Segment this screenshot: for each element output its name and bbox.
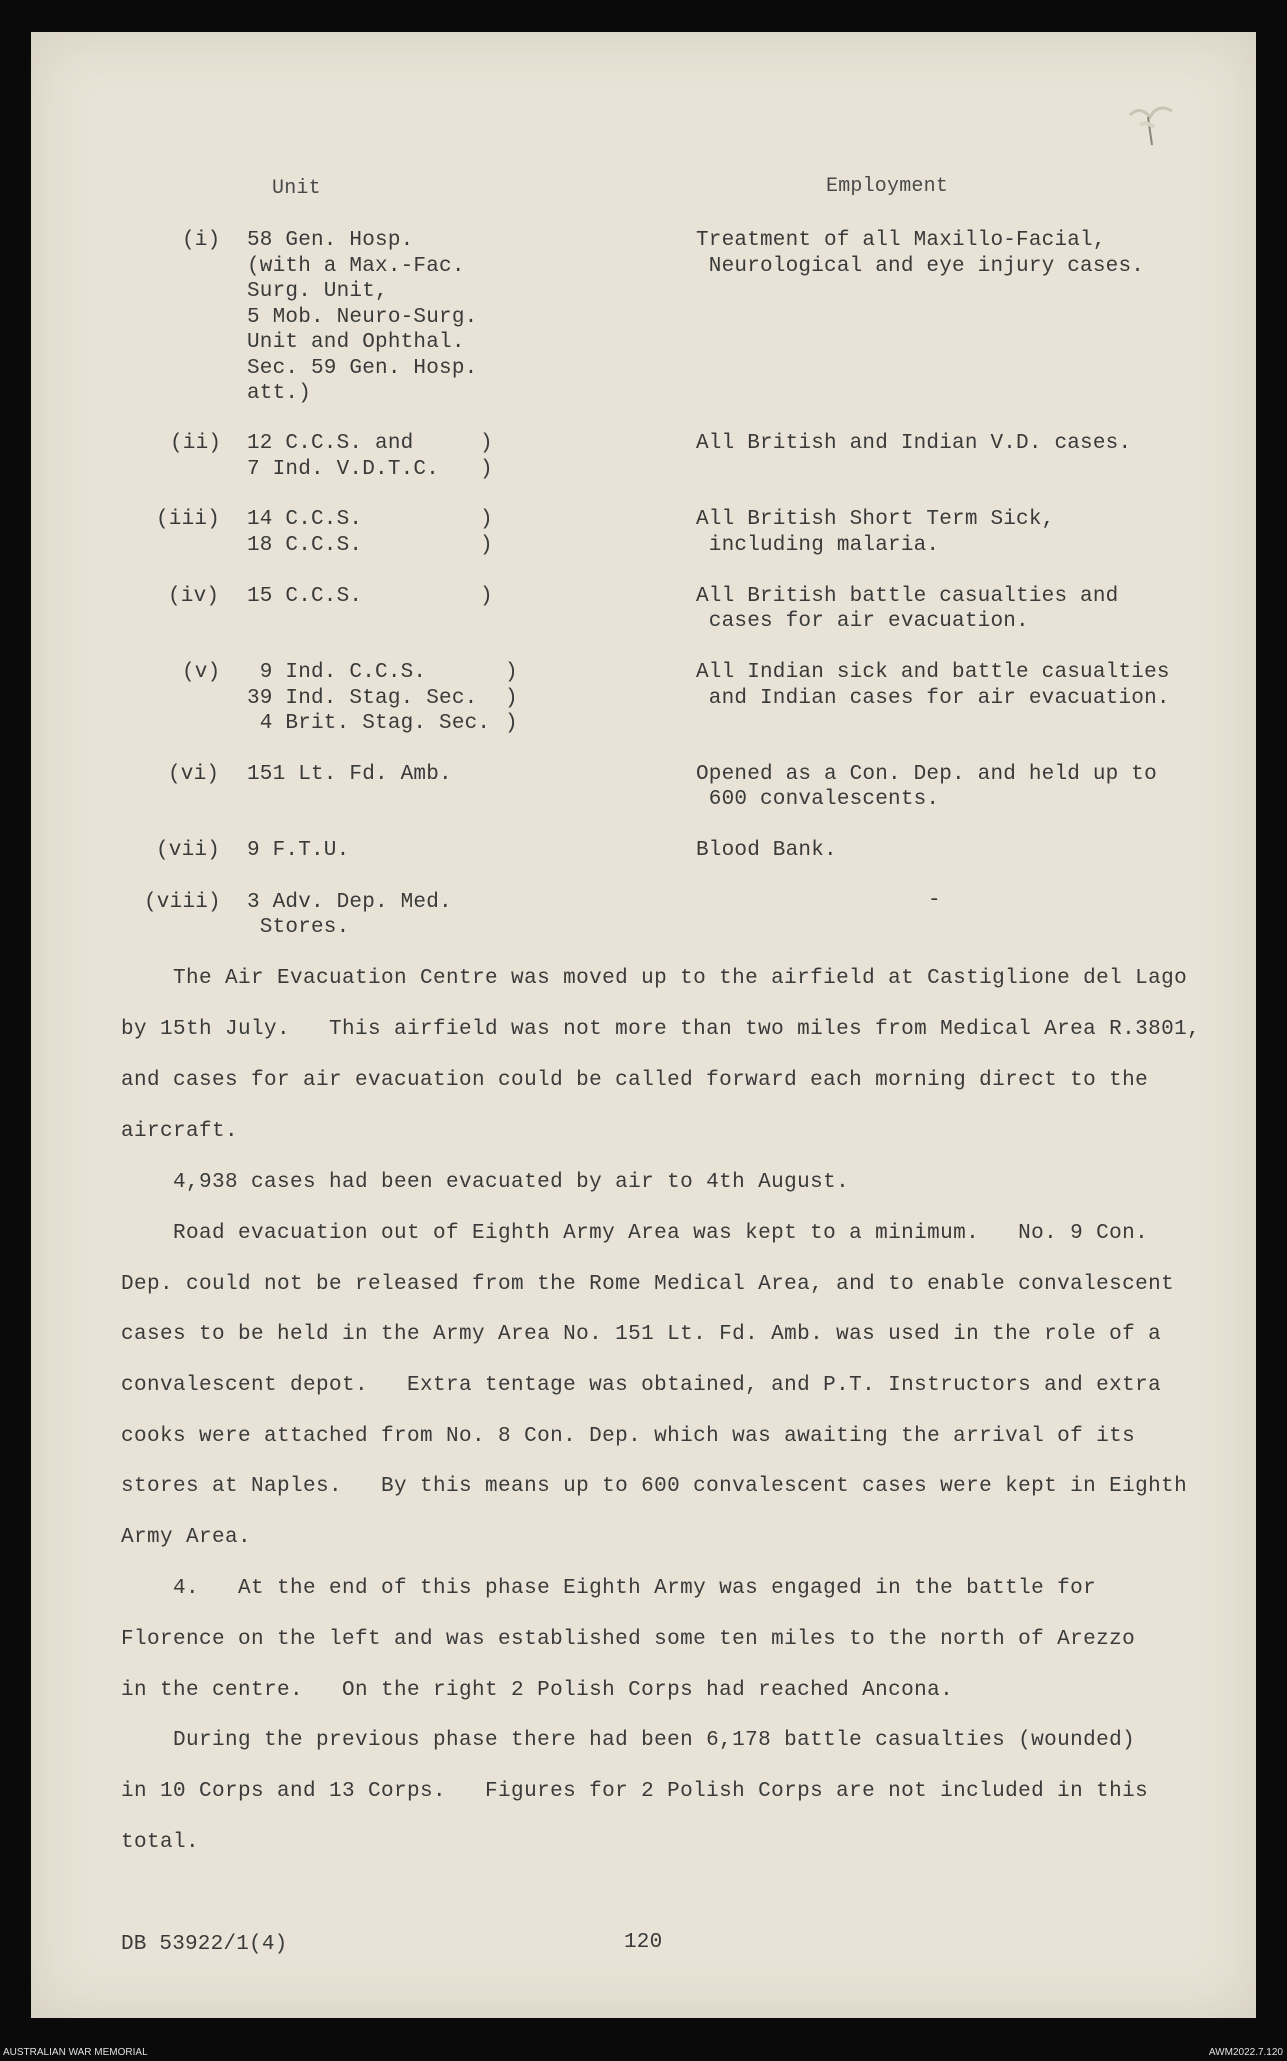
entry-unit-line: att.) <box>247 382 312 405</box>
entry-unit-line: 9 Ind. C.C.S. <box>247 661 427 684</box>
entry-employment-line: Blood Bank. <box>696 839 837 862</box>
entry-unit-line: Unit and Ophthal. <box>247 331 465 354</box>
body-line: 4. At the end of this phase Eighth Army was engaged in the battle for <box>121 1577 1097 1600</box>
entry-employment-line: All British Short Term Sick, <box>696 508 1055 531</box>
body-line: and cases for air evacuation could be called forward each morning direct to the <box>121 1069 1149 1092</box>
body-line: cases to be held in the Army Area No. 151 Lt. Fd. Amb. was used in the role of a <box>121 1323 1162 1346</box>
entry-employment-line: Opened as a Con. Dep. and held up to <box>696 763 1157 786</box>
entry-employment-line: All British battle casualties and <box>696 585 1119 608</box>
entry-unit-line: 4 Brit. Stag. Sec. <box>247 712 491 735</box>
body-line: total. <box>121 1831 200 1854</box>
entry-employment-line: All Indian sick and battle casualties <box>696 661 1170 684</box>
entry-unit-line: 39 Ind. Stag. Sec. <box>247 687 478 710</box>
entry-unit-line: Stores. <box>247 916 350 939</box>
paper-crease-mark <box>1110 95 1190 165</box>
unit-column-header: Unit <box>272 177 321 200</box>
entry-number: (iii) <box>156 508 221 531</box>
entry-unit-line: 7 Ind. V.D.T.C. <box>247 458 440 481</box>
body-line: by 15th July. This airfield was not more than two miles from Medical Area R.3801, <box>121 1018 1201 1041</box>
entry-unit-line: 15 C.C.S. <box>247 585 363 608</box>
entry-number: (viii) <box>144 891 221 914</box>
entry-employment-line: - <box>928 889 941 912</box>
archive-item-id: AWM2022.7.120 <box>1208 2047 1283 2058</box>
bracket: ) <box>505 712 518 735</box>
archive-caption-bar <box>0 2045 1287 2061</box>
body-line: Road evacuation out of Eighth Army Area was kept to a minimum. No. 9 Con. <box>121 1222 1149 1245</box>
entry-employment-line: 600 convalescents. <box>696 788 940 811</box>
entry-employment-line: All British and Indian V.D. cases. <box>696 432 1132 455</box>
entry-employment-line: Neurological and eye injury cases. <box>696 255 1145 278</box>
body-line: aircraft. <box>121 1120 239 1143</box>
bracket: ) <box>480 534 493 557</box>
bracket: ) <box>505 661 518 684</box>
body-line: During the previous phase there had been 6,178 battle casualties (wounded) <box>121 1729 1136 1752</box>
body-line: stores at Naples. By this means up to 600 convalescent cases were kept in Eighth <box>121 1475 1188 1498</box>
body-line: convalescent depot. Extra tentage was obtained, and P.T. Instructors and extra <box>121 1374 1162 1397</box>
entry-number: (ii) <box>170 432 222 455</box>
body-line: 4,938 cases had been evacuated by air to 4th August. <box>121 1171 850 1194</box>
body-line: Dep. could not be released from the Rome Medical Area, and to enable convalescent <box>121 1273 1175 1296</box>
entry-employment-line: and Indian cases for air evacuation. <box>696 687 1170 710</box>
body-line: in the centre. On the right 2 Polish Corps had reached Ancona. <box>121 1679 954 1702</box>
entry-number: (iv) <box>168 585 220 608</box>
document-reference: DB 53922/1(4) <box>121 1933 288 1956</box>
entry-unit-line: 12 C.C.S. and <box>247 432 414 455</box>
entry-employment-line: cases for air evacuation. <box>696 610 1029 633</box>
entry-employment-line: Treatment of all Maxillo-Facial, <box>696 229 1106 252</box>
body-line: Army Area. <box>121 1526 252 1549</box>
body-line: The Air Evacuation Centre was moved up to the airfield at Castiglione del Lago <box>121 967 1188 990</box>
entry-unit-line: 5 Mob. Neuro-Surg. <box>247 306 478 329</box>
entry-unit-line: 14 C.C.S. <box>247 508 363 531</box>
entry-unit-line: Sec. 59 Gen. Hosp. <box>247 357 478 380</box>
entry-unit-line: 3 Adv. Dep. Med. <box>247 891 452 914</box>
bracket: ) <box>480 585 493 608</box>
entry-number: (vi) <box>168 763 220 786</box>
body-line: in 10 Corps and 13 Corps. Figures for 2 Polish Corps are not included in this <box>121 1780 1149 1803</box>
entry-unit-line: 58 Gen. Hosp. <box>247 229 414 252</box>
entry-number: (i) <box>182 229 221 252</box>
archive-name: AUSTRALIAN WAR MEMORIAL <box>3 2047 148 2058</box>
entry-unit-line: 9 F.T.U. <box>247 839 350 862</box>
bracket: ) <box>480 458 493 481</box>
body-line: cooks were attached from No. 8 Con. Dep. which was awaiting the arrival of its <box>121 1425 1136 1448</box>
entry-unit-line: (with a Max.-Fac. <box>247 255 465 278</box>
entry-unit-line: 18 C.C.S. <box>247 534 363 557</box>
entry-number: (v) <box>182 661 221 684</box>
entry-number: (vii) <box>156 839 221 862</box>
entry-unit-line: 151 Lt. Fd. Amb. <box>247 763 452 786</box>
bracket: ) <box>505 687 518 710</box>
entry-employment-line: including malaria. <box>696 534 940 557</box>
body-line: Florence on the left and was established some ten miles to the north of Arezzo <box>121 1628 1136 1651</box>
bracket: ) <box>480 508 493 531</box>
employment-column-header: Employment <box>826 175 949 198</box>
bracket: ) <box>480 432 493 455</box>
entry-unit-line: Surg. Unit, <box>247 280 388 303</box>
page-number: 120 <box>624 1931 663 1954</box>
